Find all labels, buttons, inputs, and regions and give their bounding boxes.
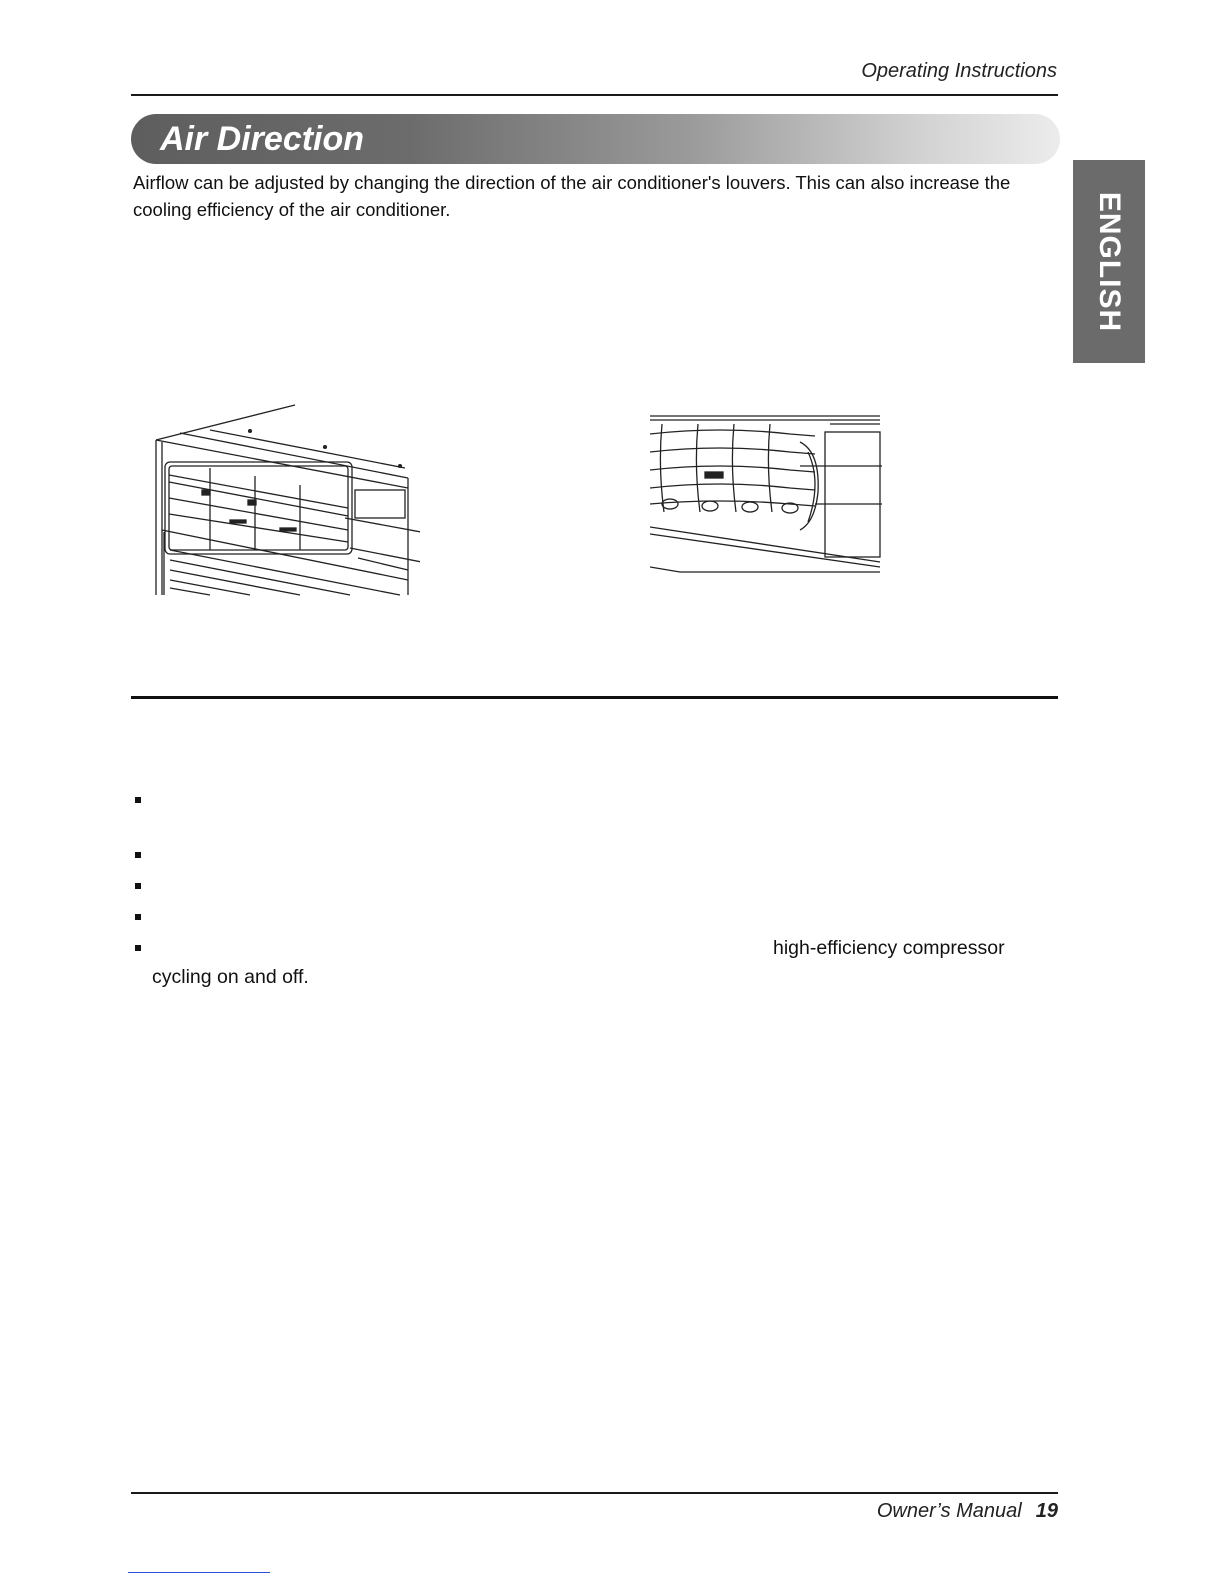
bullet-marker [135, 883, 141, 889]
air-conditioner-front-illustration [150, 400, 420, 600]
footer [700, 1500, 1058, 1523]
language-tab-label-wrap [1073, 160, 1145, 363]
language-tab-label: ENGLISH [1093, 191, 1127, 332]
bullet-marker [135, 914, 141, 920]
section-divider [131, 696, 1058, 699]
bullet-marker [135, 797, 141, 803]
header-section-label: Operating Instructions [861, 60, 1057, 82]
bullet-marker [135, 945, 141, 951]
louver-closeup-illustration [650, 412, 890, 577]
header-rule [131, 94, 1058, 96]
bullet-marker [135, 852, 141, 858]
bullet-text-5-line1: high-efficiency compressor [773, 937, 1005, 959]
footer-rule [131, 1492, 1058, 1494]
footer-manual-label: Owner’s Manual [876, 1500, 1022, 1522]
page-number: 19 [1035, 1500, 1058, 1522]
bullet-text-5-line2: cycling on and off. [152, 966, 309, 988]
intro-paragraph: Airflow can be adjusted by changing the direction of the air conditioner's louvers. This can also increase the cooling efficiency of the air conditioner. [133, 172, 1011, 220]
bottom-link-underline[interactable] [128, 1572, 270, 1573]
section-title: Air Direction [160, 120, 365, 158]
